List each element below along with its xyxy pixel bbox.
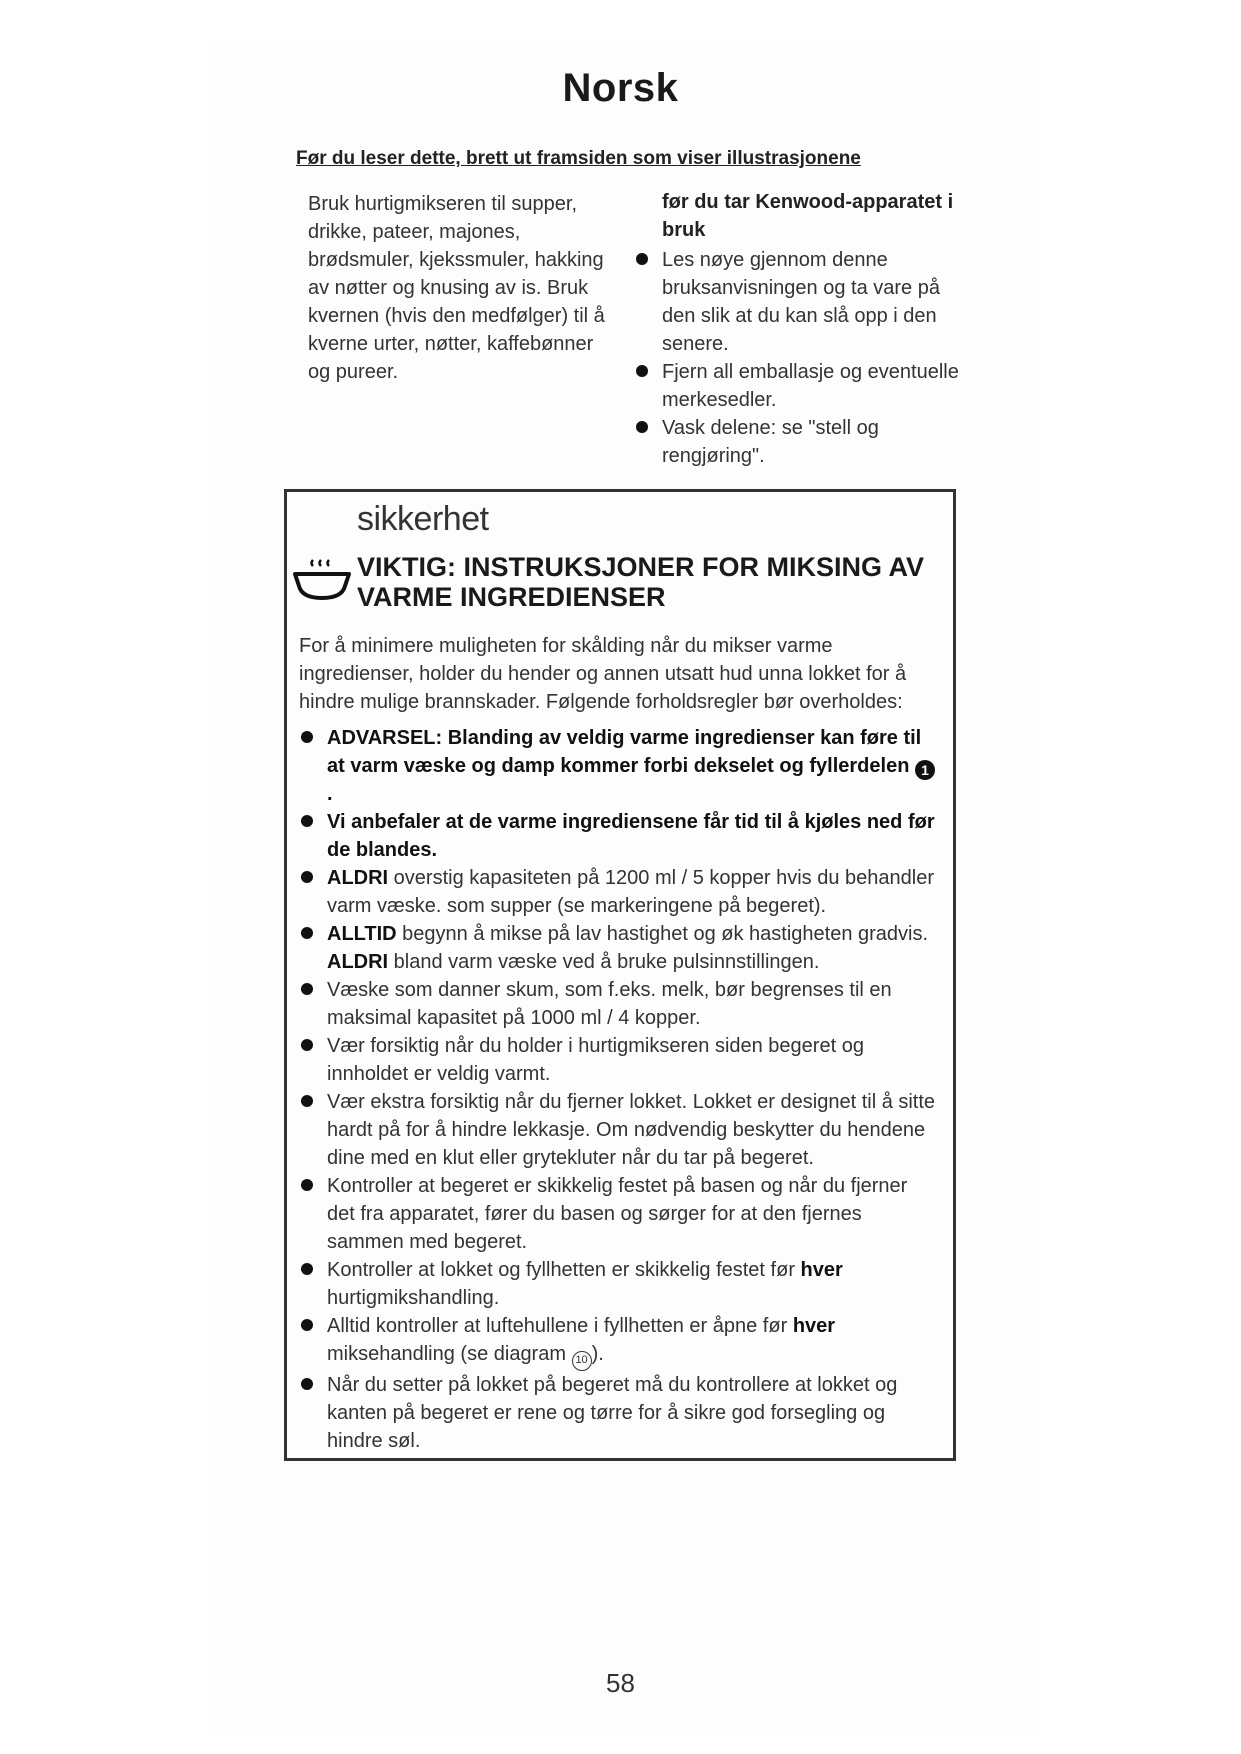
bullet-icon: [301, 1095, 313, 1107]
safety-title: sikkerhet: [357, 500, 489, 538]
reference-number-icon: 1: [915, 760, 935, 780]
list-item: Når du setter på lokket på begeret må du kontrollere at lokket og kanten på begeret er rene og tørre for å sikre god forsegling og hindre søl.: [299, 1371, 939, 1455]
bullet-icon: [301, 871, 313, 883]
list-item: Kontroller at lokket og fyllhetten er skikkelig festet før hver hurtigmikshandling.: [299, 1256, 939, 1312]
list-item: Kontroller at begeret er skikkelig festet på basen og når du fjerner det fra apparatet, fører du basen og sørger for at den fjernes sammen med begeret.: [299, 1172, 939, 1256]
bullet-icon: [301, 983, 313, 995]
list-item: ADVARSEL: Blanding av veldig varme ingredienser kan føre til at varm væske og damp kommer forbi dekselet og fyllerdelen 1.: [299, 724, 939, 808]
bullet-icon: [301, 1263, 313, 1275]
bullet-icon: [636, 421, 648, 433]
list-item: Vask delene: se "stell og rengjøring".: [634, 414, 964, 470]
before-use-heading: før du tar Kenwood-apparatet i bruk: [662, 191, 954, 241]
list-item: Vi anbefaler at de varme ingrediensene får tid til å kjøles ned før de blandes.: [299, 808, 939, 864]
fold-out-notice: Før du leser dette, brett ut framsiden som viser illustrasjonene: [296, 148, 861, 169]
list-item: ALDRI overstig kapasiteten på 1200 ml / 5 kopper hvis du behandler varm væske. som supper (se markeringene på begeret).: [299, 864, 939, 920]
bullet-icon: [636, 365, 648, 377]
safety-box: [284, 489, 956, 1461]
list-item: Væske som danner skum, som f.eks. melk, bør begrenses til en maksimal kapasitet på 1000 ml / 4 kopper.: [299, 976, 939, 1032]
diagram-reference-icon: 10: [572, 1351, 592, 1371]
hot-bowl-icon: [291, 556, 353, 602]
list-item: Vær ekstra forsiktig når du fjerner lokket. Lokket er designet til å sitte hardt på for å hindre lekkasje. Om nødvendig beskytter du hendene dine med en klut eller grytekluter når du tar på begeret.: [299, 1088, 939, 1172]
page-title: Norsk: [562, 66, 679, 110]
bullet-icon: [301, 815, 313, 827]
warning-heading: VIKTIG: INSTRUKSJONER FOR MIKSING AV VARME INGREDIENSER: [357, 552, 925, 612]
before-use-section: [634, 188, 964, 470]
bullet-icon: [636, 253, 648, 265]
safety-rules: [299, 724, 939, 1455]
list-item: Les nøye gjennom denne bruksanvisningen og ta vare på den slik at du kan slå opp i den senere.: [634, 246, 964, 358]
bullet-icon: [301, 1378, 313, 1390]
page-number: 58: [606, 1668, 635, 1698]
bullet-icon: [301, 1319, 313, 1331]
list-item: Alltid kontroller at luftehullene i fyllhetten er åpne før hver miksehandling (se diagram 10 ).: [299, 1312, 939, 1371]
bullet-icon: [301, 1179, 313, 1191]
list-item: ALLTID begynn å mikse på lav hastighet og øk hastigheten gradvis. ALDRI bland varm væske ved å bruke pulsinnstillingen.: [299, 920, 939, 976]
list-item: Vær forsiktig når du holder i hurtigmikseren siden begeret og innholdet er veldig varmt.: [299, 1032, 939, 1088]
intro-paragraph: Bruk hurtigmikseren til supper, drikke, pateer, majones, brødsmuler, kjekssmuler, hakking av nøtter og knusing av is. Bruk kvernen (hvis den medfølger) til å kverne urter, nøtter, kaffebønner og pureer.: [308, 193, 605, 383]
bullet-icon: [301, 1039, 313, 1051]
safety-intro: For å minimere muligheten for skålding når du mikser varme ingredienser, holder du hender og annen utsatt hud unna lokket for å hindre mulige brannskader. Følgende forholdsregler bør overholdes:: [299, 635, 907, 713]
bullet-icon: [301, 927, 313, 939]
list-item: Fjern all emballasje og eventuelle merkesedler.: [634, 358, 964, 414]
bullet-icon: [301, 731, 313, 743]
before-use-list: [634, 246, 964, 470]
